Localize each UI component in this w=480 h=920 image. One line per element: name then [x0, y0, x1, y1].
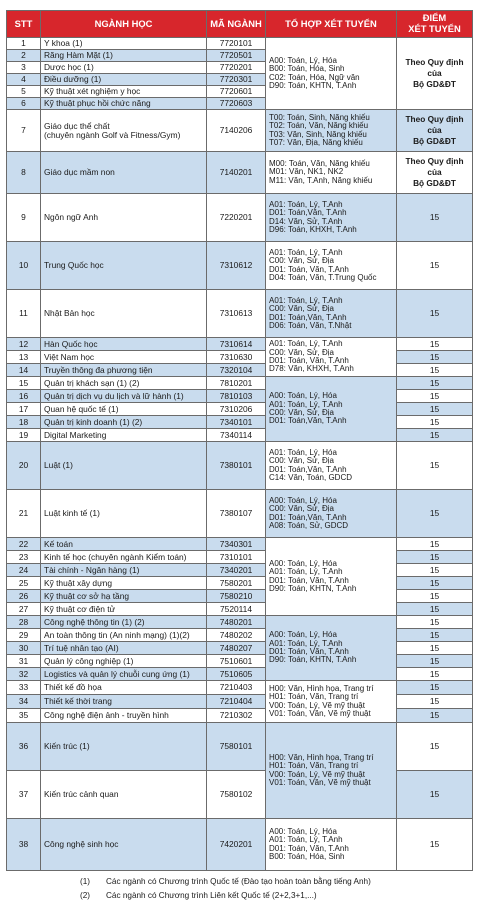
row-score: 15 [397, 681, 473, 695]
row-score: 15 [397, 242, 473, 290]
row-stt: 33 [7, 681, 41, 695]
row-major-name: Thiết kế đồ họa [41, 681, 207, 695]
row-major-name: Quản lý công nghiệp (1) [41, 655, 207, 668]
combo-group: A00: Toán, Lý, Hóa A01: Toán, Lý, T.Anh C00: Văn, Sử, Địa D01: Toán,Văn, T.Anh [266, 377, 397, 442]
row-stt: 36 [7, 723, 41, 771]
table-row [7, 110, 473, 152]
row-major-name: Công nghệ sinh học [41, 819, 207, 871]
combo-group: A01: Toán, Lý, T.Anh D01: Toán,Văn, T.Anh D14: Văn, Sử, T.Anh D96: Toán, KHXH, T.Anh [266, 194, 397, 242]
table-row [7, 351, 473, 364]
row-score: 15 [397, 377, 473, 390]
row-major-name: Giáo dục thể chất (chuyên ngành Golf và Fitness/Gym) [41, 110, 207, 152]
row-major-code: 7340101 [207, 416, 266, 429]
row-stt: 6 [7, 98, 41, 110]
table-row [7, 709, 473, 723]
combo-group: M00: Toán, Văn, Năng khiếu M01: Văn, NK1, NK2 M11: Văn, T.Anh, Năng khiếu [266, 152, 397, 194]
table-row [7, 416, 473, 429]
table-row [7, 403, 473, 416]
row-major-code: 7580101 [207, 723, 266, 771]
footnote-1-number: (1) [80, 877, 91, 886]
row-stt: 7 [7, 110, 41, 152]
row-major-code: 7310101 [207, 551, 266, 564]
row-major-code: 7310613 [207, 290, 266, 338]
row-major-name: Trí tuệ nhân tạo (AI) [41, 642, 207, 655]
footnote-2-text: Các ngành có Chương trình Liên kết Quốc tế (2+2,3+1,...) [106, 891, 317, 900]
header-code: MÃ NGÀNH [207, 11, 266, 38]
header-score [397, 11, 473, 38]
row-major-name: Quản trị khách sạn (1) (2) [41, 377, 207, 390]
row-score: 15 [397, 616, 473, 629]
row-major-code: 7480201 [207, 616, 266, 629]
row-score: 15 [397, 416, 473, 429]
row-stt: 24 [7, 564, 41, 577]
table-row [7, 390, 473, 403]
row-score: 15 [397, 490, 473, 538]
row-major-code: 7480207 [207, 642, 266, 655]
table-row [7, 242, 473, 290]
row-major-name: Tài chính - Ngân hàng (1) [41, 564, 207, 577]
row-score: 15 [397, 603, 473, 616]
row-stt: 30 [7, 642, 41, 655]
row-stt: 19 [7, 429, 41, 442]
row-major-code: 7810201 [207, 377, 266, 390]
table-body [7, 38, 473, 871]
row-stt: 12 [7, 338, 41, 351]
row-major-name: An toàn thông tin (An ninh mạng) (1)(2) [41, 629, 207, 642]
row-major-name: Ngôn ngữ Anh [41, 194, 207, 242]
table-row [7, 642, 473, 655]
row-major-name: Quan hệ quốc tế (1) [41, 403, 207, 416]
row-major-code: 7210404 [207, 695, 266, 709]
row-score: 15 [397, 551, 473, 564]
table-row [7, 442, 473, 490]
row-major-name: Quản trị kinh doanh (1) (2) [41, 416, 207, 429]
row-major-name: Dược học (1) [41, 62, 207, 74]
row-score: 15 [397, 771, 473, 819]
row-major-name: Điều dưỡng (1) [41, 74, 207, 86]
row-score: 15 [397, 655, 473, 668]
row-stt: 21 [7, 490, 41, 538]
row-major-code: 7380101 [207, 442, 266, 490]
row-major-code: 7340201 [207, 564, 266, 577]
row-major-code: 7340301 [207, 538, 266, 551]
row-major-code: 7140206 [207, 110, 266, 152]
table-row [7, 668, 473, 681]
row-major-name: Giáo dục mầm non [41, 152, 207, 194]
row-score: 15 [397, 709, 473, 723]
row-major-name: Trung Quốc học [41, 242, 207, 290]
table-row [7, 338, 473, 351]
row-stt: 14 [7, 364, 41, 377]
row-score: 15 [397, 338, 473, 351]
table-row [7, 152, 473, 194]
combo-group: A00: Toán, Lý, Hóa A01: Toán, Lý, T.Anh D01: Toán, Văn, T.Anh D90: Toán, KHTN, T.Anh [266, 538, 397, 616]
footnote-1-text: Các ngành có Chương trình Quốc tế (Đào tạo hoàn toàn bằng tiếng Anh) [106, 877, 371, 886]
table-row [7, 819, 473, 871]
score-group: Theo Quy định của Bộ GD&ĐT [397, 110, 473, 152]
combo-group: A00: Toán, Lý, Hóa C00: Văn, Sử, Địa D01: Toán,Văn, T.Anh A08: Toán, Sử, GDCD [266, 490, 397, 538]
table-row [7, 194, 473, 242]
row-score: 15 [397, 390, 473, 403]
table-row [7, 551, 473, 564]
row-major-code: 7720603 [207, 98, 266, 110]
row-stt: 38 [7, 819, 41, 871]
combo-group: A01: Toán, Lý, Hóa C00: Văn, Sử, Địa D01: Toán,Văn, T.Anh C14: Văn, Toán, GDCD [266, 442, 397, 490]
row-major-code: 7510601 [207, 655, 266, 668]
row-score: 15 [397, 564, 473, 577]
row-major-code: 7580210 [207, 590, 266, 603]
table-row [7, 681, 473, 695]
table-header [7, 11, 473, 38]
row-score: 15 [397, 668, 473, 681]
row-stt: 18 [7, 416, 41, 429]
row-major-name: Kiến trúc cảnh quan [41, 771, 207, 819]
admission-table [6, 10, 473, 871]
row-major-name: Digital Marketing [41, 429, 207, 442]
row-major-name: Truyền thông đa phương tiện [41, 364, 207, 377]
row-major-code: 7380107 [207, 490, 266, 538]
footnote-2 [80, 891, 317, 900]
row-stt: 2 [7, 50, 41, 62]
row-score: 15 [397, 577, 473, 590]
row-stt: 28 [7, 616, 41, 629]
row-stt: 17 [7, 403, 41, 416]
row-major-code: 7340114 [207, 429, 266, 442]
row-stt: 27 [7, 603, 41, 616]
row-major-name: Luật kinh tế (1) [41, 490, 207, 538]
combo-group: H00: Văn, Hình họa, Trang trí H01: Toán, Văn, Trang trí V00: Toán, Lý, Vẽ mỹ thuật V01: Toán, Văn, Vẽ mỹ thuật [266, 723, 397, 819]
combo-group: A01: Toán, Lý, T.Anh C00: Văn, Sử, Địa D01: Toán, Văn, T.Anh D78: Văn, KHXH, T.Anh [266, 338, 397, 377]
row-major-code: 7310206 [207, 403, 266, 416]
table-row [7, 364, 473, 377]
row-major-name: Công nghệ điện ảnh - truyền hình [41, 709, 207, 723]
row-major-code: 7520114 [207, 603, 266, 616]
row-stt: 11 [7, 290, 41, 338]
row-major-name: Nhật Bản học [41, 290, 207, 338]
header-combos: TỔ HỢP XÉT TUYỂN [266, 11, 397, 38]
row-major-code: 7310612 [207, 242, 266, 290]
combo-group: A00: Toán, Lý, Hóa A01: Toán, Lý, T.Anh D01: Toán, Văn, T.Anh B00: Toán, Hóa, Sinh [266, 819, 397, 871]
row-major-code: 7420201 [207, 819, 266, 871]
row-major-code: 7810103 [207, 390, 266, 403]
table-row [7, 590, 473, 603]
row-major-name: Răng Hàm Mặt (1) [41, 50, 207, 62]
row-major-code: 7720201 [207, 62, 266, 74]
table-row [7, 564, 473, 577]
row-major-name: Luật (1) [41, 442, 207, 490]
row-stt: 3 [7, 62, 41, 74]
combo-group: A01: Toán, Lý, T.Anh C00: Văn, Sử, Địa D01: Toán, Văn, T.Anh D04: Toán, Văn, T.Trung Quốc [266, 242, 397, 290]
table-row [7, 616, 473, 629]
row-major-code: 7310614 [207, 338, 266, 351]
row-stt: 23 [7, 551, 41, 564]
row-score: 15 [397, 442, 473, 490]
row-stt: 8 [7, 152, 41, 194]
row-score: 15 [397, 723, 473, 771]
row-major-name: Quản trị dịch vụ du lịch và lữ hành (1) [41, 390, 207, 403]
row-major-code: 7720301 [207, 74, 266, 86]
row-major-name: Y khoa (1) [41, 38, 207, 50]
row-stt: 9 [7, 194, 41, 242]
row-score: 15 [397, 819, 473, 871]
row-stt: 4 [7, 74, 41, 86]
row-score: 15 [397, 642, 473, 655]
row-major-name: Công nghệ thông tin (1) (2) [41, 616, 207, 629]
table-row [7, 577, 473, 590]
row-score: 15 [397, 194, 473, 242]
table-row [7, 723, 473, 771]
row-stt: 25 [7, 577, 41, 590]
row-major-code: 7320104 [207, 364, 266, 377]
row-major-code: 7720501 [207, 50, 266, 62]
header-stt: STT [7, 11, 41, 38]
row-major-name: Kỹ thuật cơ sở hạ tầng [41, 590, 207, 603]
footnote-1 [80, 877, 371, 886]
row-stt: 35 [7, 709, 41, 723]
row-score: 15 [397, 351, 473, 364]
row-major-name: Kỹ thuật xây dựng [41, 577, 207, 590]
row-stt: 10 [7, 242, 41, 290]
header-major: NGÀNH HỌC [41, 11, 207, 38]
table-row [7, 629, 473, 642]
combo-group: A00: Toán, Lý, Hóa A01: Toán, Lý, T.Anh D01: Toán, Văn, T.Anh D90: Toán, KHTN, T.Anh [266, 616, 397, 681]
row-score: 15 [397, 429, 473, 442]
score-group: Theo Quy định của Bộ GD&ĐT [397, 152, 473, 194]
row-score: 15 [397, 695, 473, 709]
row-major-name: Kế toán [41, 538, 207, 551]
table-row [7, 771, 473, 819]
combo-group: T00: Toán, Sinh, Năng khiếu T02: Toán, Văn, Năng khiếu T03: Văn, Sinh, Năng khiếu T07: Văn, Địa, Năng khiếu [266, 110, 397, 152]
row-score: 15 [397, 290, 473, 338]
table-row [7, 377, 473, 390]
row-stt: 37 [7, 771, 41, 819]
table-row [7, 429, 473, 442]
combo-group: A01: Toán, Lý, T.Anh C00: Văn, Sử, Địa D01: Toán,Văn, T.Anh D06: Toán, Văn, T.Nhật [266, 290, 397, 338]
row-score: 15 [397, 364, 473, 377]
row-major-name: Kỹ thuật phục hồi chức năng [41, 98, 207, 110]
score-group: Theo Quy định của Bộ GD&ĐT [397, 38, 473, 110]
combo-group: H00: Văn, Hình họa, Trang trí H01: Toán, Văn, Trang trí V00: Toán, Lý, Vẽ mỹ thuật V01: Toán, Văn, Vẽ mỹ thuật [266, 681, 397, 723]
row-major-code: 7480202 [207, 629, 266, 642]
table-row [7, 490, 473, 538]
combo-group: A00: Toán, Lý, Hóa B00: Toán, Hóa, Sinh C02: Toán, Hóa, Ngữ văn D90: Toán, KHTN, T.Anh [266, 38, 397, 110]
row-score: 15 [397, 538, 473, 551]
row-major-code: 7210302 [207, 709, 266, 723]
row-major-code: 7510605 [207, 668, 266, 681]
row-stt: 1 [7, 38, 41, 50]
row-major-name: Việt Nam học [41, 351, 207, 364]
row-stt: 13 [7, 351, 41, 364]
table-row [7, 603, 473, 616]
row-stt: 15 [7, 377, 41, 390]
row-score: 15 [397, 590, 473, 603]
header-score-line2: XÉT TUYỂN [408, 23, 461, 34]
row-stt: 32 [7, 668, 41, 681]
header-score-line1: ĐIỂM [422, 12, 447, 24]
row-stt: 5 [7, 86, 41, 98]
row-major-code: 7720101 [207, 38, 266, 50]
row-stt: 26 [7, 590, 41, 603]
row-score: 15 [397, 403, 473, 416]
row-stt: 31 [7, 655, 41, 668]
row-stt: 16 [7, 390, 41, 403]
row-major-code: 7580201 [207, 577, 266, 590]
table-row [7, 538, 473, 551]
row-stt: 29 [7, 629, 41, 642]
row-major-name: Kỹ thuật cơ điện tử [41, 603, 207, 616]
row-stt: 20 [7, 442, 41, 490]
row-major-code: 7720601 [207, 86, 266, 98]
row-major-code: 7580102 [207, 771, 266, 819]
table-row [7, 38, 473, 50]
row-major-name: Hàn Quốc học [41, 338, 207, 351]
row-major-name: Kỹ thuật xét nghiệm y học [41, 86, 207, 98]
row-score: 15 [397, 629, 473, 642]
row-major-name: Logistics và quản lý chuỗi cung ứng (1) [41, 668, 207, 681]
row-major-name: Thiết kế thời trang [41, 695, 207, 709]
table-row [7, 290, 473, 338]
row-major-code: 7210403 [207, 681, 266, 695]
row-major-code: 7140201 [207, 152, 266, 194]
footnote-2-number: (2) [80, 891, 91, 900]
table-row [7, 655, 473, 668]
row-stt: 22 [7, 538, 41, 551]
row-stt: 34 [7, 695, 41, 709]
table-row [7, 695, 473, 709]
row-major-name: Kiến trúc (1) [41, 723, 207, 771]
row-major-code: 7220201 [207, 194, 266, 242]
row-major-name: Kinh tế học (chuyên ngành Kiểm toán) [41, 551, 207, 564]
row-major-code: 7310630 [207, 351, 266, 364]
